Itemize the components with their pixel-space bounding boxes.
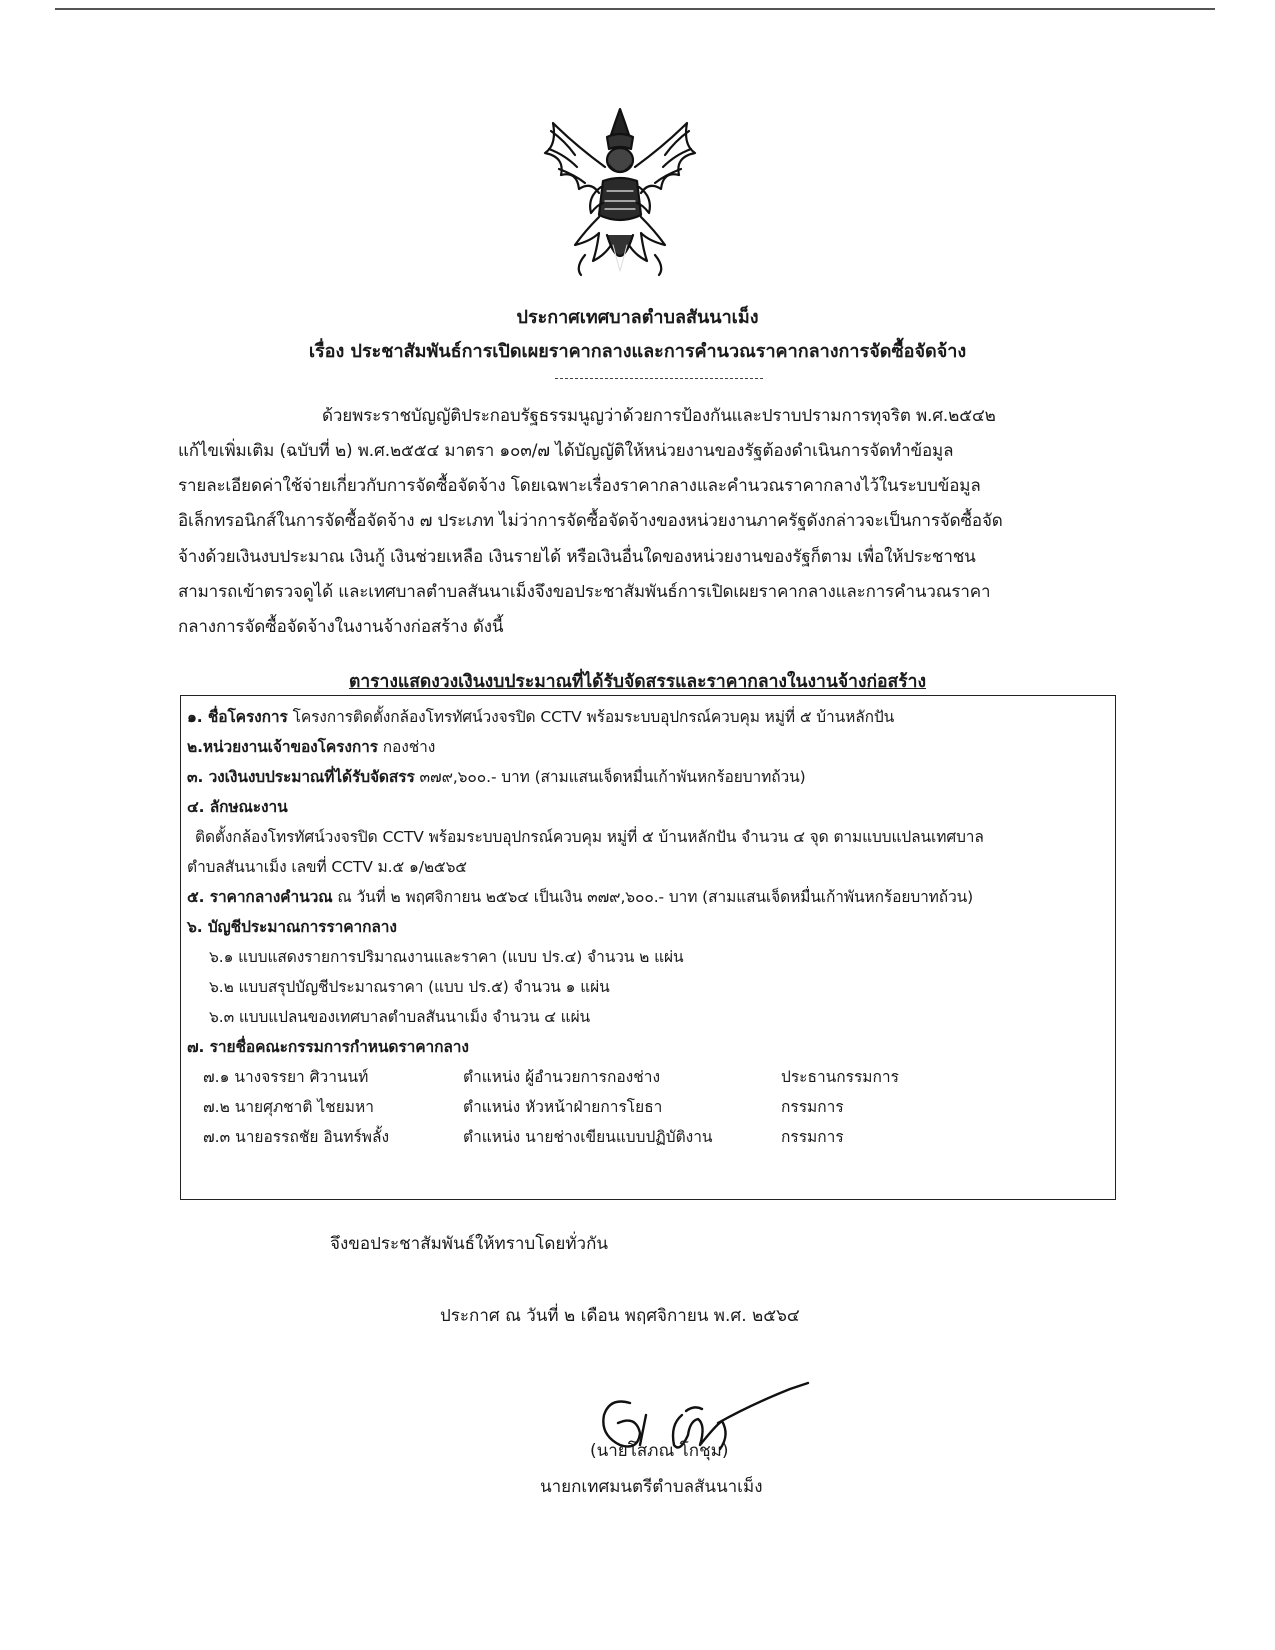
median-price-label: ๕. ราคากลางคำนวณ bbox=[187, 888, 333, 906]
table-heading: ตารางแสดงวงเงินงบประมาณที่ได้รับจัดสรรและราคากลางในงานจ้างก่อสร้าง bbox=[348, 672, 927, 692]
estimate-item: ๖.๒ แบบสรุปบัญชีประมาณราคา (แบบ ปร.๕) จำนวน ๑ แผ่น bbox=[209, 978, 610, 996]
budget-label: ๓. วงเงินงบประมาณที่ได้รับจัดสรร bbox=[187, 768, 415, 786]
project-name-row bbox=[187, 704, 894, 729]
project-name-label: ๑. ชื่อโครงการ bbox=[187, 708, 288, 726]
committee-member-position: ตำแหน่ง ผู้อำนวยการกองช่าง bbox=[463, 1068, 661, 1086]
project-details-box bbox=[180, 695, 1116, 1200]
body-line: จ้างด้วยเงินงบประมาณ เงินกู้ เงินช่วยเหลือ เงินรายได้ หรือเงินอื่นใดของหน่วยงานของรัฐก็ตาม เพื่อให้ประชาชน bbox=[178, 547, 976, 567]
garuda-emblem-icon bbox=[535, 105, 705, 280]
committee-member-name: ๗.๓ นายอรรถชัย อินทร์พลั้ง bbox=[203, 1128, 390, 1146]
owner-unit-label: ๒.หน่วยงานเจ้าของโครงการ bbox=[187, 738, 378, 756]
work-type-label: ๔. ลักษณะงาน bbox=[187, 798, 288, 816]
median-price-row bbox=[187, 884, 973, 909]
owner-unit-row bbox=[187, 734, 435, 759]
work-type-row bbox=[187, 794, 288, 819]
committee-member-name: ๗.๒ นายศุภชาติ ไชยมหา bbox=[203, 1098, 374, 1116]
median-price-value: ณ วันที่ ๒ พฤศจิกายน ๒๕๖๔ เป็นเงิน ๓๗๙,๖๐๐.- บาท (สามแสนเจ็ดหมื่นเก้าพันหกร้อยบาทถ้วน) bbox=[332, 888, 974, 906]
body-line: อิเล็กทรอนิกส์ในการจัดซื้อจัดจ้าง ๗ ประเภท ไม่ว่าการจัดซื้อจัดจ้างของหน่วยงานภาครัฐดังกล่าวจะเป็นการจัดซื้อจัด bbox=[178, 511, 1003, 531]
announce-date: ประกาศ ณ วันที่ ๒ เดือน พฤศจิกายน พ.ศ. ๒๕๖๔ bbox=[440, 1306, 800, 1326]
committee-member-role: ประธานกรรมการ bbox=[781, 1068, 899, 1086]
title-divider bbox=[555, 378, 763, 379]
scan-top-border bbox=[55, 8, 1215, 10]
estimate-item: ๖.๑ แบบแสดงรายการปริมาณงานและราคา (แบบ ปร.๔) จำนวน ๒ แผ่น bbox=[209, 948, 684, 966]
committee-member-role: กรรมการ bbox=[781, 1128, 844, 1146]
announcement-title: ประกาศเทศบาลตำบลสันนาเม็ง bbox=[516, 307, 759, 328]
signer-title: นายกเทศมนตรีตำบลสันนาเม็ง bbox=[540, 1477, 763, 1497]
budget-value: ๓๗๙,๖๐๐.- บาท (สามแสนเจ็ดหมื่นเก้าพันหกร้อยบาทถ้วน) bbox=[414, 768, 806, 786]
budget-row bbox=[187, 764, 806, 789]
announcement-subject: เรื่อง ประชาสัมพันธ์การเปิดเผยราคากลางและการคำนวณราคากลางการจัดซื้อจัดจ้าง bbox=[308, 341, 967, 362]
body-line: ด้วยพระราชบัญญัติประกอบรัฐธรรมนูญว่าด้วยการป้องกันและปราบปรามการทุจริต พ.ศ.๒๕๔๒ bbox=[322, 406, 996, 426]
estimate-list-row bbox=[187, 914, 397, 939]
committee-member-name: ๗.๑ นางจรรยา ศิวานนท์ bbox=[203, 1068, 369, 1086]
owner-unit-value: กองช่าง bbox=[377, 738, 436, 756]
committee-member-position: ตำแหน่ง นายช่างเขียนแบบปฏิบัติงาน bbox=[463, 1128, 713, 1146]
signer-name: (นายโสภณ โกชุม) bbox=[590, 1441, 729, 1461]
body-line: สามารถเข้าตรวจดูได้ และเทศบาลตำบลสันนาเม็งจึงขอประชาสัมพันธ์การเปิดเผยราคากลางและการคำนวณราคา bbox=[178, 582, 991, 602]
project-name-value: โครงการติดตั้งกล้องโทรทัศน์วงจรปิด CCTV พร้อมระบบอุปกรณ์ควบคุม หมู่ที่ ๕ บ้านหลักปัน bbox=[287, 708, 895, 726]
publicize-text: จึงขอประชาสัมพันธ์ให้ทราบโดยทั่วกัน bbox=[330, 1234, 608, 1254]
work-type-desc: ตำบลสันนาเม็ง เลขที่ CCTV ม.๕ ๑/๒๕๖๕ bbox=[187, 858, 467, 876]
body-line: รายละเอียดค่าใช้จ่ายเกี่ยวกับการจัดซื้อจัดจ้าง โดยเฉพาะเรื่องราคากลางและคำนวณราคากลางไว้ในระบบข้อมูล bbox=[178, 476, 981, 496]
committee-label: ๗. รายชื่อคณะกรรมการกำหนดราคากลาง bbox=[187, 1038, 469, 1056]
body-line: แก้ไขเพิ่มเติม (ฉบับที่ ๒) พ.ศ.๒๕๕๔ มาตรา ๑๐๓/๗ ได้บัญญัติให้หน่วยงานของรัฐต้องดำเนินการจัดทำข้อมูล bbox=[178, 441, 954, 461]
committee-member-role: กรรมการ bbox=[781, 1098, 844, 1116]
estimate-item: ๖.๓ แบบแปลนของเทศบาลตำบลสันนาเม็ง จำนวน ๔ แผ่น bbox=[209, 1008, 591, 1026]
body-line: กลางการจัดซื้อจัดจ้างในงานจ้างก่อสร้าง ดังนี้ bbox=[178, 617, 504, 637]
estimate-list-label: ๖. บัญชีประมาณการราคากลาง bbox=[187, 918, 397, 936]
committee-member-position: ตำแหน่ง หัวหน้าฝ่ายการโยธา bbox=[463, 1098, 663, 1116]
work-type-desc: ติดตั้งกล้องโทรทัศน์วงจรปิด CCTV พร้อมระบบอุปกรณ์ควบคุม หมู่ที่ ๕ บ้านหลักปัน จำนวน ๔ จุด ตามแบบแปลนเทศบาล bbox=[195, 828, 984, 846]
committee-row bbox=[187, 1034, 469, 1059]
